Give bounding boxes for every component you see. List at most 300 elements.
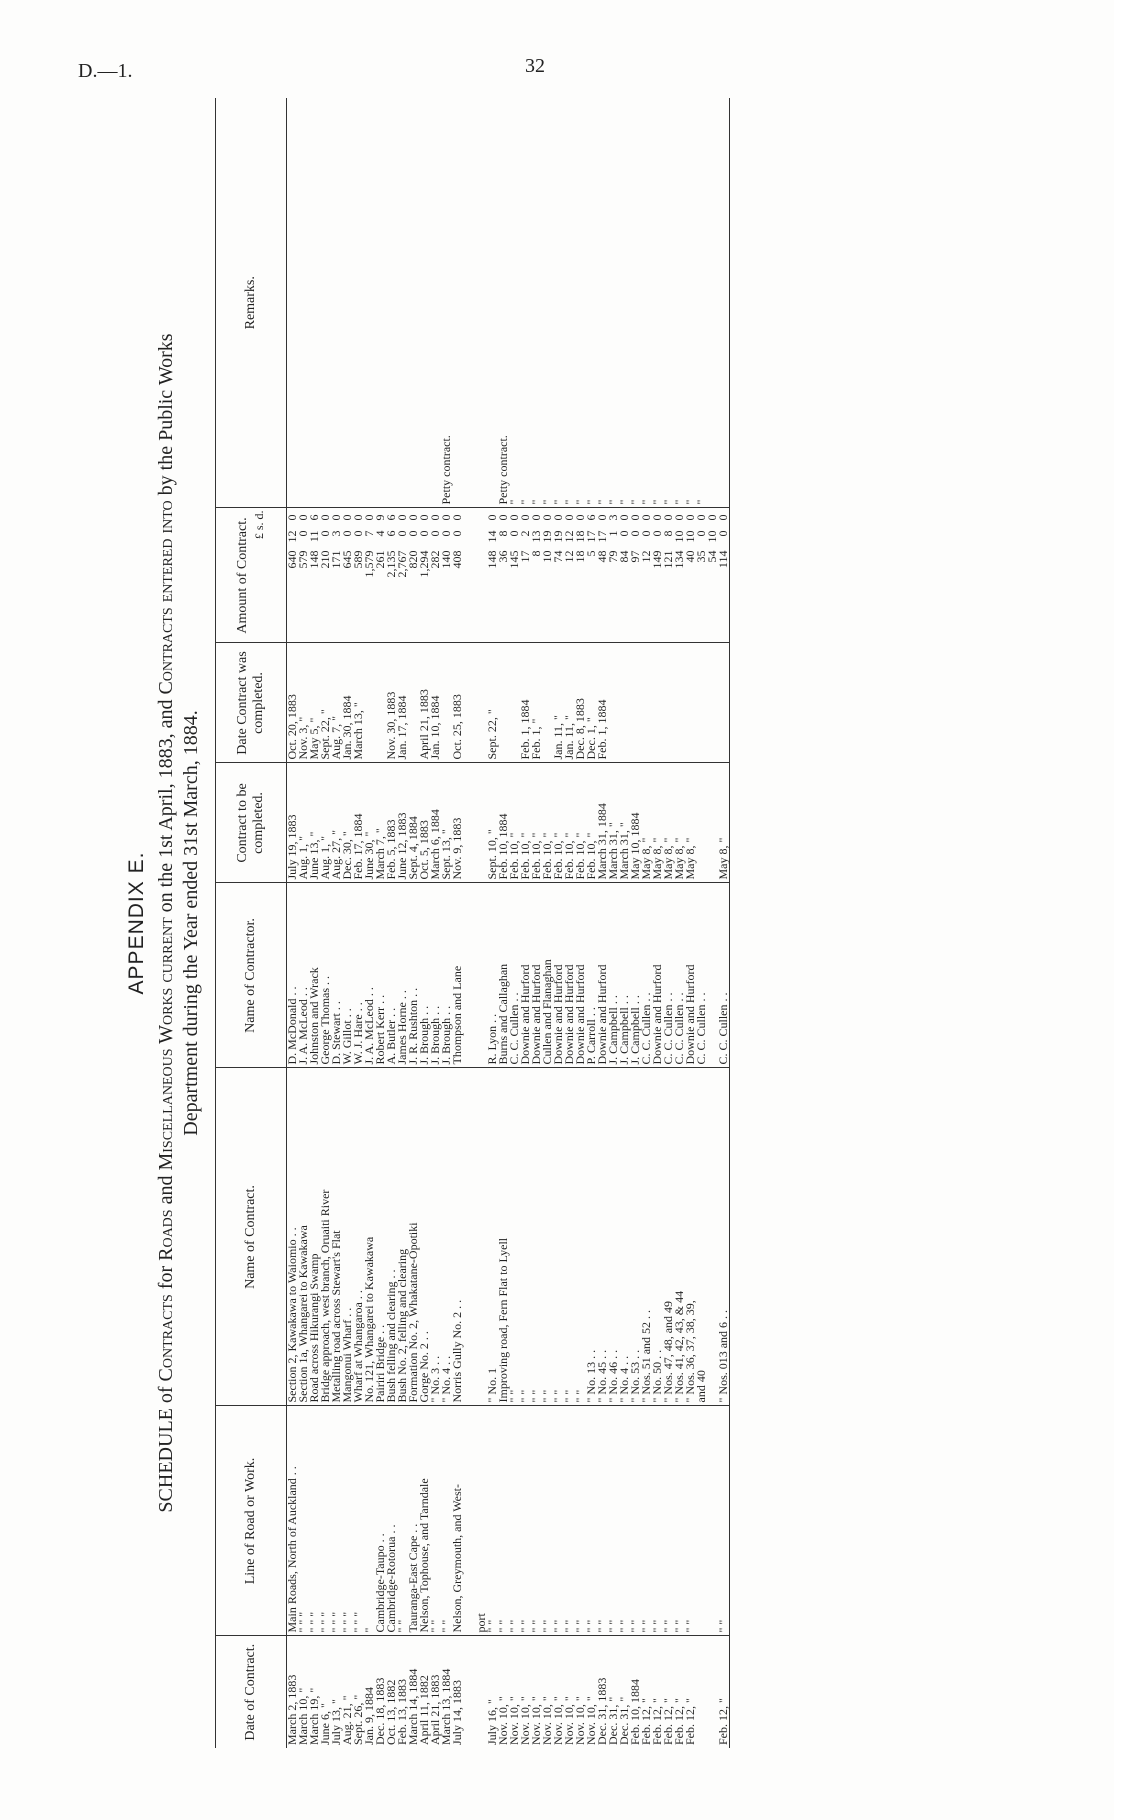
table-row	[342, 98, 353, 1748]
cell-completed: Dec. 8, 1883	[575, 643, 586, 763]
cell-name: " Nos. 36, 37, 38, 39,	[685, 1068, 696, 1406]
amount-pounds: 820	[406, 550, 420, 569]
amount-shillings: 0	[694, 530, 708, 537]
col-header-to-complete: Contract to be completed.	[216, 763, 287, 883]
table-row	[452, 98, 463, 1748]
schedule-title-line-1: SCHEDULE of Contracts for Roads and Miscellaneous Works current on the 1st April, 1883, and Contracts entered into by the Public Works	[155, 333, 177, 1513]
cell-to-complete: Feb. 10, "	[520, 763, 531, 883]
cell-contractor: Downie and Hurford	[564, 883, 575, 1068]
cell-remarks: "	[520, 98, 531, 508]
amount-shillings: 0	[507, 530, 521, 537]
cell-amount	[298, 508, 309, 643]
cell-contractor: C. C. Cullen . .	[509, 883, 520, 1068]
amount-pence: 0	[329, 514, 343, 521]
amount-pence: 0	[661, 514, 675, 521]
amount-shillings: 4	[373, 530, 387, 537]
cell-amount	[685, 508, 696, 643]
table-row	[386, 98, 397, 1748]
cell-name: " No. 3 . .	[430, 1068, 441, 1406]
amount-shillings: 0	[439, 530, 453, 537]
cell-date: April 21, 1883	[428, 1674, 442, 1745]
cell-remarks: "	[663, 98, 674, 508]
amount-pence: 0	[318, 514, 332, 521]
cell-completed: Jan. 11, "	[553, 643, 564, 763]
amount-pounds: 261	[373, 550, 387, 569]
cell-name: " "	[520, 1068, 531, 1406]
cell-amount	[419, 508, 430, 643]
cell-line: " "	[630, 1406, 641, 1636]
amount-pounds: 2,135	[384, 550, 398, 578]
amount-pounds: 149	[650, 550, 664, 569]
amount-pence: 0	[450, 514, 464, 521]
table-row	[707, 98, 718, 1748]
cell-amount	[674, 508, 685, 643]
cell-name	[476, 1068, 487, 1406]
amount-pounds: 140	[439, 550, 453, 569]
cell-line: Nelson, Tophouse, and Tarndale	[419, 1406, 430, 1636]
cell-line: " "	[663, 1406, 674, 1636]
table-row	[608, 98, 619, 1748]
cell-date: Sept. 26, "	[351, 1694, 365, 1745]
amount-pounds: 35	[694, 550, 708, 563]
cell-remarks	[342, 98, 353, 508]
amount-pounds: 589	[351, 550, 365, 569]
cell-completed	[685, 643, 696, 763]
cell-amount	[630, 508, 641, 643]
cell-to-complete: Feb. 17, 1884	[353, 763, 364, 883]
cell-completed: Feb. 1, "	[531, 643, 542, 763]
cell-remarks	[353, 98, 364, 508]
cell-completed: Nov. 30, 1883	[386, 643, 397, 763]
cell-amount	[498, 508, 509, 643]
amount-shillings: 17	[595, 530, 609, 543]
cell-amount	[520, 508, 531, 643]
cell-date: Nov. 10, "	[496, 1696, 510, 1745]
cell-contractor: J. R. Rushton . .	[408, 883, 419, 1068]
cell-completed	[619, 643, 630, 763]
cell-amount	[476, 508, 487, 643]
cell-line: " "	[597, 1406, 608, 1636]
table-row	[531, 98, 542, 1748]
cell-remarks	[419, 98, 430, 508]
cell-to-complete: May 8, "	[718, 763, 730, 883]
cell-name: " No. 46 . .	[608, 1068, 619, 1406]
cell-line: " "	[430, 1406, 441, 1636]
cell-amount	[553, 508, 564, 643]
cell-name: " "	[542, 1068, 553, 1406]
table-row	[597, 98, 608, 1748]
amount-shillings: 3	[329, 530, 343, 537]
cell-amount	[575, 508, 586, 643]
cell-completed: May 5, "	[309, 643, 320, 763]
table-row	[287, 98, 299, 1748]
amount-pounds: 579	[296, 550, 310, 569]
table-row	[375, 98, 386, 1748]
col-header-amount: Amount of Contract. £ s. d.	[216, 508, 287, 643]
cell-amount	[696, 508, 707, 643]
cell-contractor: W. Gillot . .	[342, 883, 353, 1068]
amount-shillings: 19	[540, 530, 554, 543]
amount-pounds: 645	[340, 550, 354, 569]
col-header-remarks: Remarks.	[216, 98, 287, 508]
cell-to-complete: March 31, "	[619, 763, 630, 883]
cell-name: Formation No. 2, Whakatane-Opotiki	[408, 1068, 419, 1406]
cell-completed	[364, 643, 375, 763]
cell-amount	[287, 508, 299, 643]
amount-pence: 0	[540, 514, 554, 521]
cell-line: " "	[542, 1406, 553, 1636]
amount-shillings: 0	[650, 530, 664, 537]
cell-amount	[342, 508, 353, 643]
cell-name: " No. 50 . .	[652, 1068, 663, 1406]
amount-shillings: 0	[296, 530, 310, 537]
cell-remarks: "	[509, 98, 520, 508]
cell-line: " "	[397, 1406, 408, 1636]
cell-to-complete: March 7, "	[375, 763, 386, 883]
cell-to-complete: Aug. 1, "	[298, 763, 309, 883]
cell-date: April 11, 1882	[417, 1675, 431, 1745]
cell-completed	[630, 643, 641, 763]
cell-date: Oct. 13, 1882	[384, 1679, 398, 1745]
cell-line: " "	[575, 1406, 586, 1636]
cell-completed	[498, 643, 509, 763]
amount-pence: 0	[705, 514, 719, 521]
amount-pence: 0	[716, 514, 730, 521]
amount-pounds: 408	[450, 550, 464, 569]
cell-to-complete: Nov. 9, 1883	[452, 763, 463, 883]
cell-name: " Nos. 47, 48, and 49	[663, 1068, 674, 1406]
amount-shillings: 0	[417, 530, 431, 537]
cell-to-complete: Feb. 10, "	[542, 763, 553, 883]
cell-to-complete: Sept. 4, 1884	[408, 763, 419, 883]
cell-completed: Jan. 17, 1884	[397, 643, 408, 763]
cell-amount	[586, 508, 597, 643]
table-row	[353, 98, 364, 1748]
cell-amount	[718, 508, 730, 643]
cell-to-complete: Feb. 10, 1884	[498, 763, 509, 883]
table-body	[287, 98, 730, 1748]
amount-pence: 9	[373, 514, 387, 521]
cell-amount	[707, 508, 718, 643]
amount-pence: 0	[683, 514, 697, 521]
cell-name: and 40	[696, 1068, 707, 1406]
cell-name: Metalling road across Stewart's Flat	[331, 1068, 342, 1406]
table-row	[309, 98, 320, 1748]
cell-line: " "	[441, 1406, 452, 1636]
amount-shillings: 12	[562, 530, 576, 543]
cell-to-complete: Feb. 5, 1883	[386, 763, 397, 883]
cell-date: Nov. 10, "	[507, 1696, 521, 1745]
amount-shillings: 0	[318, 530, 332, 537]
amount-pounds: 48	[595, 550, 609, 563]
cell-to-complete: June 12, 1883	[397, 763, 408, 883]
cell-line: " "	[509, 1406, 520, 1636]
amount-pounds: 5	[584, 550, 598, 557]
cell-remarks: "	[542, 98, 553, 508]
amount-pence: 0	[351, 514, 365, 521]
amount-shillings: 0	[639, 530, 653, 537]
cell-contractor: Downie and Hurford	[575, 883, 586, 1068]
cell-line: " "	[652, 1406, 663, 1636]
cell-name: " Nos. 51 and 52 . .	[641, 1068, 652, 1406]
amount-pence: 0	[296, 514, 310, 521]
cell-line: " " "	[309, 1406, 320, 1636]
cell-name: Bush No. 2, felling and clearing	[397, 1068, 408, 1406]
cell-contractor: J. Brough . .	[430, 883, 441, 1068]
cell-completed: Jan. 10, 1884	[430, 643, 441, 763]
cell-contractor: D. Stewart . .	[331, 883, 342, 1068]
table-row	[498, 98, 509, 1748]
amount-pence: 0	[395, 514, 409, 521]
spacer-cell	[463, 98, 476, 508]
amount-pounds: 121	[661, 550, 675, 569]
cell-contractor: C. C. Cullen . .	[718, 883, 730, 1068]
cell-remarks	[452, 98, 463, 508]
cell-to-complete: March 6, 1884	[430, 763, 441, 883]
amount-shillings: 1	[606, 530, 620, 537]
cell-to-complete: Feb. 10, "	[564, 763, 575, 883]
cell-amount	[652, 508, 663, 643]
amount-shillings: 0	[395, 530, 409, 537]
cell-line: " "	[520, 1406, 531, 1636]
cell-amount	[331, 508, 342, 643]
amount-shillings: 8	[661, 530, 675, 537]
cell-to-complete: June 13, "	[309, 763, 320, 883]
cell-line: " "	[674, 1406, 685, 1636]
cell-name: " No. 53 . .	[630, 1068, 641, 1406]
amount-pence: 0	[562, 514, 576, 521]
cell-contractor: C. C. Cullen . .	[674, 883, 685, 1068]
cell-line: " "	[498, 1406, 509, 1636]
cell-date: Feb. 12, "	[650, 1698, 664, 1745]
cell-completed: Oct. 20, 1883	[287, 643, 299, 763]
amount-pence: 0	[529, 514, 543, 521]
cell-amount	[597, 508, 608, 643]
amount-shillings: 14	[485, 530, 499, 543]
cell-name: Pairiri Bridge . .	[375, 1068, 386, 1406]
amount-shillings: 6	[384, 530, 398, 537]
cell-contractor: P. Carroll . .	[586, 883, 597, 1068]
cell-date: Nov. 10, "	[562, 1696, 576, 1745]
amount-pence: 6	[384, 514, 398, 521]
page-number: 32	[525, 55, 545, 77]
cell-date: Feb. 12, "	[718, 1636, 730, 1748]
cell-contractor: Downie and Hurford	[685, 883, 696, 1068]
cell-completed	[707, 643, 718, 763]
amount-pence: 6	[584, 514, 598, 521]
cell-date: Jan. 9, 1884	[362, 1687, 376, 1745]
amount-pounds: 36	[496, 550, 510, 563]
table-row	[419, 98, 430, 1748]
cell-contractor: Johnston and Wrack	[309, 883, 320, 1068]
amount-shillings: 11	[307, 530, 321, 543]
amount-shillings: 10	[705, 530, 719, 543]
cell-remarks	[397, 98, 408, 508]
amount-shillings: 10	[672, 530, 686, 543]
cell-to-complete	[696, 763, 707, 883]
cell-line: Main Roads, North of Auckland . .	[287, 1406, 299, 1636]
col-header-line: Line of Road or Work.	[216, 1406, 287, 1636]
cell-date: Nov. 10, "	[529, 1696, 543, 1745]
cell-line: " "	[619, 1406, 630, 1636]
cell-to-complete: Feb. 10, "	[586, 763, 597, 883]
cell-date: Dec. 31, "	[606, 1696, 620, 1745]
cell-date: March 10, "	[296, 1687, 310, 1745]
amount-pounds: 640	[285, 550, 299, 569]
cell-contractor: J. A. McLeod . .	[298, 883, 309, 1068]
amount-pence: 0	[573, 514, 587, 521]
cell-remarks: "	[597, 98, 608, 508]
cell-completed: Feb. 1, 1884	[597, 643, 608, 763]
cell-remarks: "	[575, 98, 586, 508]
cell-remarks	[331, 98, 342, 508]
amount-pence: 0	[694, 514, 708, 521]
cell-line: Cambridge-Rotorua . .	[386, 1406, 397, 1636]
cell-to-complete: May 8, "	[674, 763, 685, 883]
cell-amount	[320, 508, 331, 643]
amount-pence: 6	[307, 514, 321, 521]
cell-completed: Jan. 11, "	[564, 643, 575, 763]
cell-remarks: "	[696, 98, 707, 508]
rotated-schedule	[125, 98, 1125, 1748]
cell-amount	[641, 508, 652, 643]
cell-name: Bush felling and clearing . .	[386, 1068, 397, 1406]
cell-date: Feb. 12, "	[661, 1698, 675, 1745]
cell-to-complete: March 31, "	[608, 763, 619, 883]
cell-contractor: Downie and Hurford	[652, 883, 663, 1068]
cell-to-complete: May 10, 1884	[630, 763, 641, 883]
cell-completed: March 13, "	[353, 643, 364, 763]
spacer-cell	[463, 1636, 476, 1748]
cell-to-complete: Oct. 5, 1883	[419, 763, 430, 883]
amount-pence: 0	[551, 514, 565, 521]
amount-pence: 0	[617, 514, 631, 521]
cell-to-complete: May 8, "	[663, 763, 674, 883]
cell-date: July 14, 1883	[450, 1679, 464, 1745]
amount-shillings: 8	[496, 530, 510, 537]
spacer-cell	[463, 643, 476, 763]
cell-remarks	[375, 98, 386, 508]
cell-completed	[674, 643, 685, 763]
cell-date: Feb. 10, 1884	[628, 1679, 642, 1745]
table-row	[586, 98, 597, 1748]
cell-contractor: D. McDonald . .	[287, 883, 299, 1068]
cell-remarks	[718, 98, 730, 508]
amount-shillings: 0	[351, 530, 365, 537]
cell-remarks: "	[531, 98, 542, 508]
amount-shillings: 0	[716, 530, 730, 537]
cell-line: " " "	[298, 1406, 309, 1636]
cell-line: Nelson, Greymouth, and West-	[452, 1406, 463, 1636]
cell-name: Section 2, Kawakawa to Waiomio . .	[287, 1068, 299, 1406]
amount-shillings: 17	[584, 530, 598, 543]
cell-contractor: R. Lyon . .	[487, 883, 498, 1068]
cell-name: " No. 13 . .	[586, 1068, 597, 1406]
table-row	[619, 98, 630, 1748]
amount-pounds: 8	[529, 550, 543, 557]
cell-amount	[608, 508, 619, 643]
table-row	[641, 98, 652, 1748]
cell-contractor: Thompson and Lane	[452, 883, 463, 1068]
cell-amount	[430, 508, 441, 643]
amount-pence: 0	[628, 514, 642, 521]
cell-to-complete: Feb. 10, "	[553, 763, 564, 883]
amount-pounds: 145	[507, 550, 521, 569]
spacer-cell	[463, 883, 476, 1068]
cell-date: Feb. 12, "	[683, 1698, 697, 1745]
amount-shillings: 0	[628, 530, 642, 537]
cell-contractor: J. Campbell . .	[630, 883, 641, 1068]
amount-shillings: 0	[340, 530, 354, 537]
cell-date	[696, 1636, 707, 1748]
cell-line: port	[476, 1406, 487, 1636]
cell-remarks: "	[685, 98, 696, 508]
cell-remarks: Petty contract.	[498, 98, 509, 508]
amount-pounds: 2,767	[395, 550, 409, 578]
amount-shillings: 0	[428, 530, 442, 537]
cell-line: " "	[531, 1406, 542, 1636]
cell-amount	[663, 508, 674, 643]
amount-shillings: 12	[285, 530, 299, 543]
cell-contractor: J. Campbell . .	[619, 883, 630, 1068]
cell-completed: April 21, 1883	[419, 643, 430, 763]
cell-date: July 13, "	[329, 1699, 343, 1745]
spacer-cell	[463, 763, 476, 883]
cell-name: " Nos. 013 and 6 . .	[718, 1068, 730, 1406]
cell-amount	[619, 508, 630, 643]
cell-name: " "	[564, 1068, 575, 1406]
table-row	[674, 98, 685, 1748]
cell-date: Nov. 10, "	[540, 1696, 554, 1745]
table-row	[542, 98, 553, 1748]
cell-contractor: Downie and Hurford	[553, 883, 564, 1068]
cell-contractor: W. J. Hare . .	[353, 883, 364, 1068]
cell-amount	[542, 508, 553, 643]
cell-line: " " "	[342, 1406, 353, 1636]
amount-shillings: 13	[529, 530, 543, 543]
cell-name: Norris Gully No. 2 . .	[452, 1068, 463, 1406]
cell-line: " "	[685, 1406, 696, 1636]
cell-to-complete: Sept. 13, "	[441, 763, 452, 883]
cell-date: June 6, "	[318, 1703, 332, 1745]
cell-name: Road across Hikurangi Swamp	[309, 1068, 320, 1406]
cell-date: Nov. 10, "	[584, 1696, 598, 1745]
cell-line: " " "	[320, 1406, 331, 1636]
amount-pence: 0	[362, 514, 376, 521]
col-header-contractor: Name of Contractor.	[216, 883, 287, 1068]
cell-amount	[564, 508, 575, 643]
page-header-ref: D.—1.	[78, 60, 133, 82]
amount-pounds: 84	[617, 550, 631, 563]
amount-units: £ s. d.	[252, 510, 266, 540]
cell-remarks: "	[586, 98, 597, 508]
amount-pence: 0	[417, 514, 431, 521]
cell-remarks	[287, 98, 299, 508]
cell-line: " "	[718, 1406, 730, 1636]
cell-contractor: Downie and Hurford	[520, 883, 531, 1068]
cell-contractor: Downie and Hurford	[597, 883, 608, 1068]
cell-to-complete: Dec. 30, "	[342, 763, 353, 883]
cell-to-complete: March 31, 1884	[597, 763, 608, 883]
amount-pounds: 148	[485, 550, 499, 569]
cell-completed	[696, 643, 707, 763]
cell-to-complete: Feb. 10, "	[575, 763, 586, 883]
cell-name: Improving road, Fern Flat to Lyell	[498, 1068, 509, 1406]
cell-completed: Aug. 7, "	[331, 643, 342, 763]
cell-amount	[441, 508, 452, 643]
cell-contractor: J. Campbell . .	[608, 883, 619, 1068]
cell-amount	[309, 508, 320, 643]
